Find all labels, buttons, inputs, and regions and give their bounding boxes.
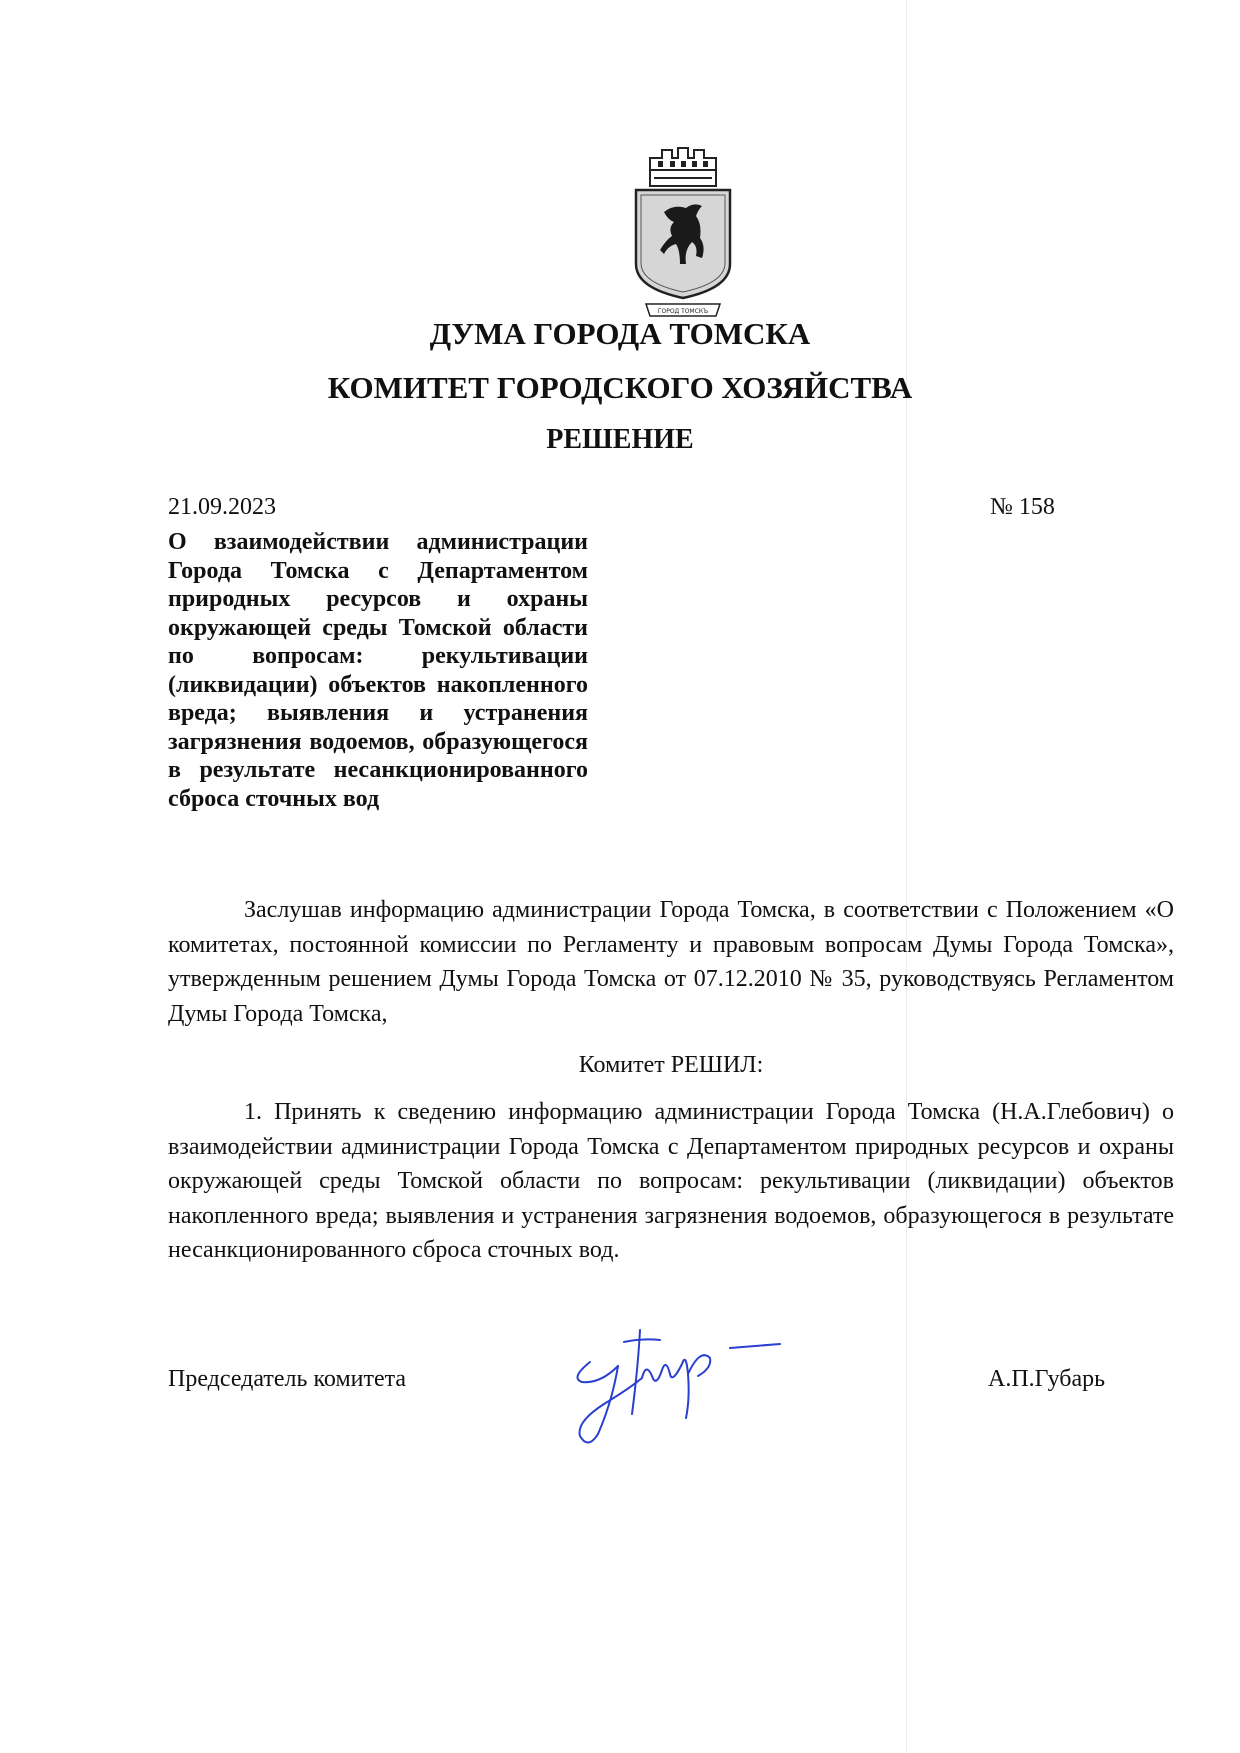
document-date: 21.09.2023 <box>168 494 276 520</box>
preamble-paragraph: Заслушав информацию администрации Города Томска, в соответствии с Положением «О комитетах, постоянной комиссии по Регламенту и правовым вопросам Думы Города Томска», утвержденным решением Думы Города Томска от 07.12.2010 № 35, руководствуясь Регламентом Думы Города Томска, <box>168 897 1174 1027</box>
org-title: ДУМА ГОРОДА ТОМСКА <box>429 316 811 351</box>
document-subject: О взаимодействии администрации Города Томска с Департаментом природных ресурсов и охраны окружающей среды Томской области по вопросам: рекультивации (ликвидации) объектов накопленного вреда; выявления и устранения загрязнения водоемов, образующегося в результате несанкционированного сброса сточных вод <box>168 529 588 812</box>
resolution-heading: Комитет РЕШИЛ: <box>578 1052 764 1078</box>
signature-icon <box>560 1318 800 1452</box>
coat-of-arms-icon <box>628 146 738 318</box>
signatory-name: А.П.Губарь <box>988 1366 1106 1392</box>
document-number: № 158 <box>990 494 1055 520</box>
scan-fold-line <box>906 0 907 1753</box>
resolution-item-1: 1. Принять к сведению информацию администрации Города Томска (Н.А.Глебович) о взаимодействии администрации Города Томска с Департаментом природных ресурсов и охраны окружающей среды Томской области по вопросам: рекультивации (ликвидации) объектов накопленного вреда; выявления и устранения загрязнения водоемов, образующегося в результате несанкционированного сброса сточных вод. <box>168 1099 1174 1263</box>
emblem-motto: ГОРОД ТОМСКЪ <box>657 308 709 315</box>
committee-title: КОМИТЕТ ГОРОДСКОГО ХОЗЯЙСТВА <box>327 370 913 405</box>
signatory-position: Председатель комитета <box>168 1366 407 1392</box>
document-type: РЕШЕНИЕ <box>546 424 694 455</box>
